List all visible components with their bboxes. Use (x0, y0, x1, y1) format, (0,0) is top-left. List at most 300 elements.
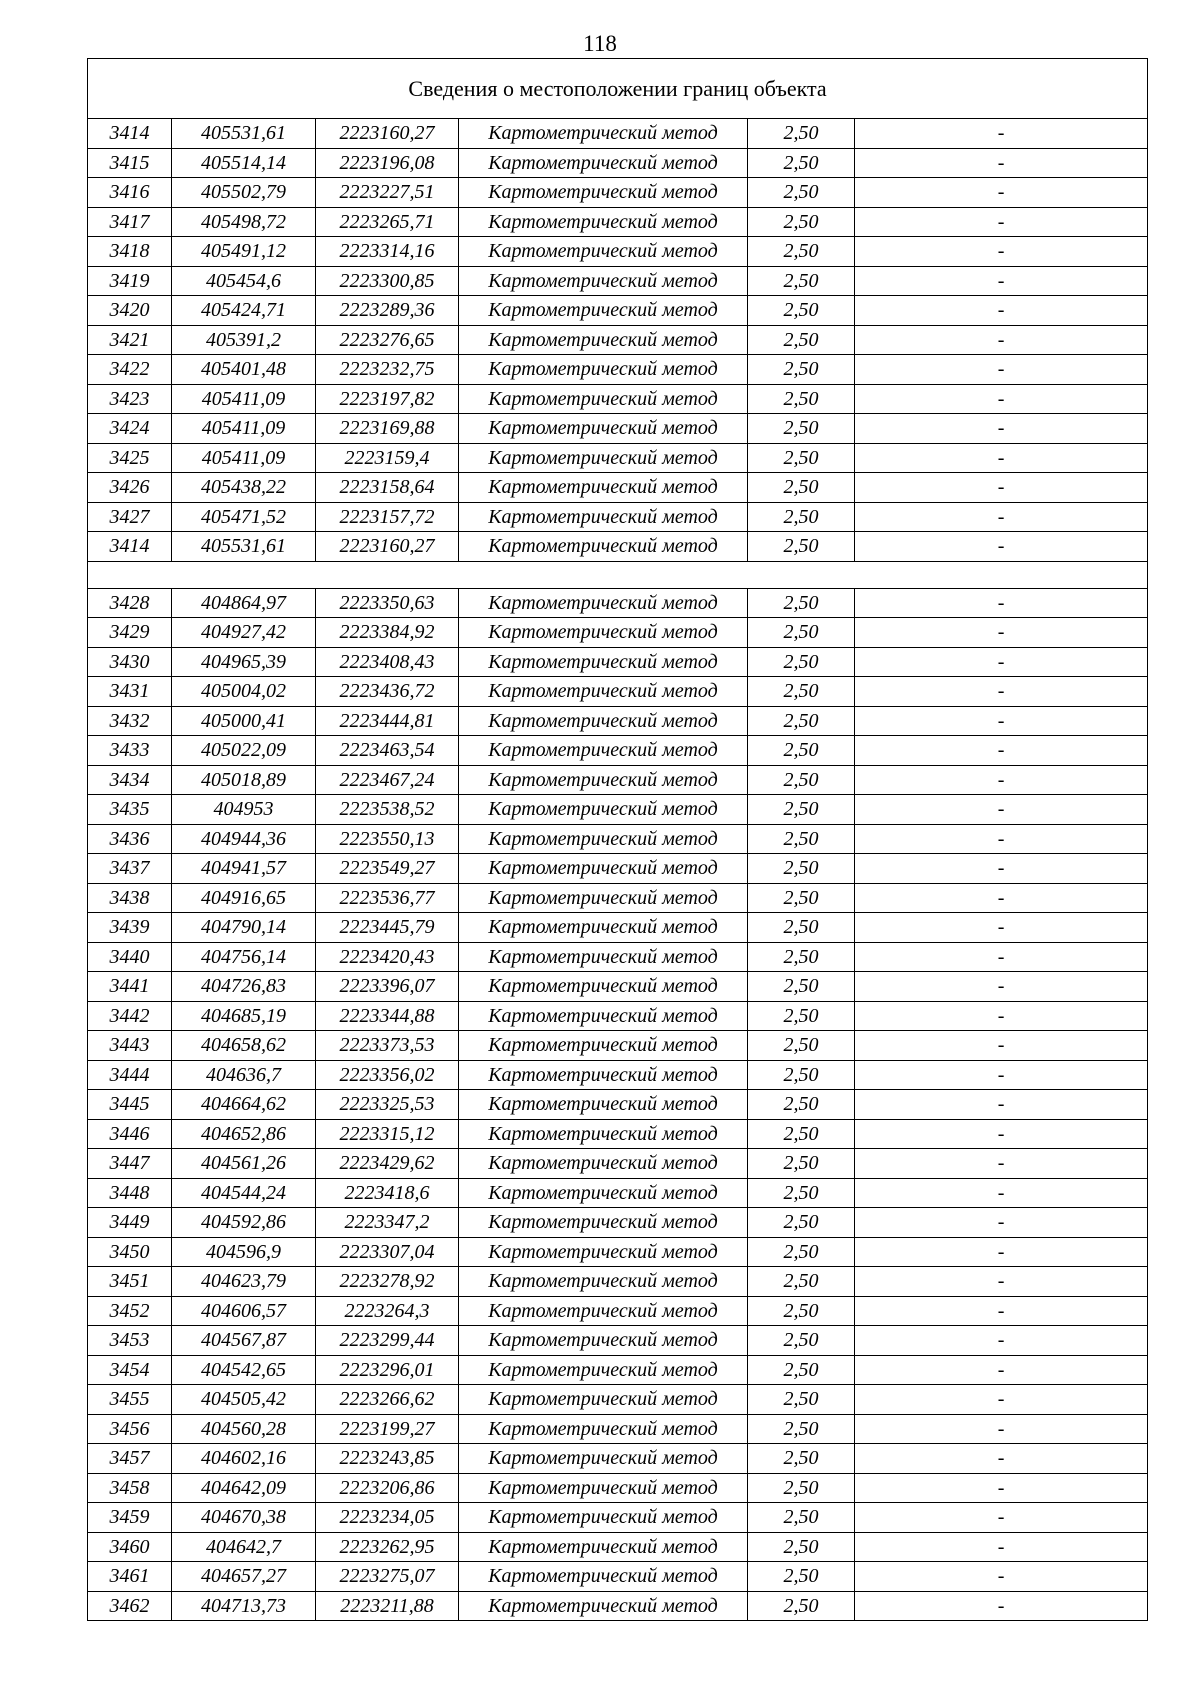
block-separator-row (88, 561, 1148, 588)
method-cell: Картометрический метод (459, 325, 748, 355)
description-cell: - (855, 1385, 1148, 1415)
accuracy-cell: 2,50 (748, 913, 855, 943)
coord-y-cell: 2223429,62 (316, 1149, 459, 1179)
table-row (88, 532, 1148, 562)
accuracy-cell: 2,50 (748, 502, 855, 532)
description-cell: - (855, 795, 1148, 825)
method-cell: Картометрический метод (459, 647, 748, 677)
accuracy-cell: 2,50 (748, 355, 855, 385)
coord-y-cell: 2223278,92 (316, 1267, 459, 1297)
description-cell: - (855, 1473, 1148, 1503)
coord-x-cell: 404713,73 (172, 1591, 316, 1621)
table-row (88, 384, 1148, 414)
description-cell: - (855, 325, 1148, 355)
description-cell: - (855, 1060, 1148, 1090)
table-row (88, 1208, 1148, 1238)
method-cell: Картометрический метод (459, 1001, 748, 1031)
table-row (88, 325, 1148, 355)
coord-y-cell: 2223396,07 (316, 972, 459, 1002)
accuracy-cell: 2,50 (748, 1031, 855, 1061)
boundary-table (87, 58, 1148, 1621)
coord-x-cell: 404941,57 (172, 854, 316, 884)
point-number-cell: 3449 (88, 1208, 172, 1238)
point-number-cell: 3436 (88, 824, 172, 854)
method-cell: Картометрический метод (459, 883, 748, 913)
accuracy-cell: 2,50 (748, 1326, 855, 1356)
coord-x-cell: 404606,57 (172, 1296, 316, 1326)
description-cell: - (855, 647, 1148, 677)
coord-x-cell: 404726,83 (172, 972, 316, 1002)
accuracy-cell: 2,50 (748, 384, 855, 414)
coord-x-cell: 405471,52 (172, 502, 316, 532)
accuracy-cell: 2,50 (748, 532, 855, 562)
table-row (88, 1326, 1148, 1356)
table-row (88, 765, 1148, 795)
coord-y-cell: 2223418,6 (316, 1178, 459, 1208)
description-cell: - (855, 296, 1148, 326)
accuracy-cell: 2,50 (748, 1473, 855, 1503)
coord-y-cell: 2223296,01 (316, 1355, 459, 1385)
table-row (88, 1149, 1148, 1179)
accuracy-cell: 2,50 (748, 1414, 855, 1444)
method-cell: Картометрический метод (459, 1031, 748, 1061)
table-row (88, 207, 1148, 237)
method-cell: Картометрический метод (459, 384, 748, 414)
table-row (88, 854, 1148, 884)
method-cell: Картометрический метод (459, 1385, 748, 1415)
description-cell: - (855, 473, 1148, 503)
coord-x-cell: 405411,09 (172, 414, 316, 444)
point-number-cell: 3435 (88, 795, 172, 825)
point-number-cell: 3420 (88, 296, 172, 326)
method-cell: Картометрический метод (459, 1591, 748, 1621)
accuracy-cell: 2,50 (748, 119, 855, 149)
coord-x-cell: 404790,14 (172, 913, 316, 943)
coord-y-cell: 2223243,85 (316, 1444, 459, 1474)
coord-y-cell: 2223373,53 (316, 1031, 459, 1061)
description-cell: - (855, 588, 1148, 618)
method-cell: Картометрический метод (459, 1503, 748, 1533)
point-number-cell: 3445 (88, 1090, 172, 1120)
accuracy-cell: 2,50 (748, 1355, 855, 1385)
table-row (88, 1119, 1148, 1149)
table-row (88, 1385, 1148, 1415)
method-cell: Картометрический метод (459, 296, 748, 326)
method-cell: Картометрический метод (459, 178, 748, 208)
coord-y-cell: 2223467,24 (316, 765, 459, 795)
table-row (88, 1237, 1148, 1267)
coord-y-cell: 2223211,88 (316, 1591, 459, 1621)
description-cell: - (855, 1444, 1148, 1474)
table-row (88, 677, 1148, 707)
method-cell: Картометрический метод (459, 207, 748, 237)
point-number-cell: 3434 (88, 765, 172, 795)
coord-y-cell: 2223347,2 (316, 1208, 459, 1238)
method-cell: Картометрический метод (459, 942, 748, 972)
table-title-row (88, 59, 1148, 119)
accuracy-cell: 2,50 (748, 1591, 855, 1621)
method-cell: Картометрический метод (459, 854, 748, 884)
accuracy-cell: 2,50 (748, 266, 855, 296)
description-cell: - (855, 1149, 1148, 1179)
coord-x-cell: 405004,02 (172, 677, 316, 707)
method-cell: Картометрический метод (459, 765, 748, 795)
accuracy-cell: 2,50 (748, 325, 855, 355)
description-cell: - (855, 1532, 1148, 1562)
method-cell: Картометрический метод (459, 119, 748, 149)
point-number-cell: 3419 (88, 266, 172, 296)
coord-x-cell: 405502,79 (172, 178, 316, 208)
coord-y-cell: 2223158,64 (316, 473, 459, 503)
coord-y-cell: 2223408,43 (316, 647, 459, 677)
accuracy-cell: 2,50 (748, 677, 855, 707)
description-cell: - (855, 355, 1148, 385)
table-row (88, 296, 1148, 326)
point-number-cell: 3456 (88, 1414, 172, 1444)
point-number-cell: 3440 (88, 942, 172, 972)
description-cell: - (855, 266, 1148, 296)
table-row (88, 913, 1148, 943)
point-number-cell: 3455 (88, 1385, 172, 1415)
point-number-cell: 3421 (88, 325, 172, 355)
description-cell: - (855, 119, 1148, 149)
table-row (88, 618, 1148, 648)
method-cell: Картометрический метод (459, 824, 748, 854)
coord-x-cell: 404916,65 (172, 883, 316, 913)
point-number-cell: 3426 (88, 473, 172, 503)
method-cell: Картометрический метод (459, 677, 748, 707)
table-row (88, 178, 1148, 208)
point-number-cell: 3414 (88, 532, 172, 562)
accuracy-cell: 2,50 (748, 207, 855, 237)
coord-y-cell: 2223445,79 (316, 913, 459, 943)
accuracy-cell: 2,50 (748, 148, 855, 178)
coord-y-cell: 2223276,65 (316, 325, 459, 355)
accuracy-cell: 2,50 (748, 1237, 855, 1267)
description-cell: - (855, 532, 1148, 562)
table-row (88, 414, 1148, 444)
table-row (88, 237, 1148, 267)
coord-x-cell: 404944,36 (172, 824, 316, 854)
table-row (88, 443, 1148, 473)
description-cell: - (855, 178, 1148, 208)
point-number-cell: 3450 (88, 1237, 172, 1267)
description-cell: - (855, 824, 1148, 854)
description-cell: - (855, 1090, 1148, 1120)
coord-y-cell: 2223550,13 (316, 824, 459, 854)
description-cell: - (855, 1031, 1148, 1061)
accuracy-cell: 2,50 (748, 588, 855, 618)
coord-x-cell: 405498,72 (172, 207, 316, 237)
coord-y-cell: 2223169,88 (316, 414, 459, 444)
method-cell: Картометрический метод (459, 148, 748, 178)
coord-y-cell: 2223420,43 (316, 942, 459, 972)
point-number-cell: 3430 (88, 647, 172, 677)
coord-x-cell: 404636,7 (172, 1060, 316, 1090)
method-cell: Картометрический метод (459, 502, 748, 532)
method-cell: Картометрический метод (459, 706, 748, 736)
accuracy-cell: 2,50 (748, 854, 855, 884)
description-cell: - (855, 942, 1148, 972)
description-cell: - (855, 1296, 1148, 1326)
accuracy-cell: 2,50 (748, 795, 855, 825)
description-cell: - (855, 736, 1148, 766)
coord-x-cell: 404652,86 (172, 1119, 316, 1149)
point-number-cell: 3422 (88, 355, 172, 385)
method-cell: Картометрический метод (459, 1532, 748, 1562)
point-number-cell: 3457 (88, 1444, 172, 1474)
point-number-cell: 3454 (88, 1355, 172, 1385)
table-row (88, 1178, 1148, 1208)
accuracy-cell: 2,50 (748, 1149, 855, 1179)
description-cell: - (855, 972, 1148, 1002)
accuracy-cell: 2,50 (748, 296, 855, 326)
point-number-cell: 3439 (88, 913, 172, 943)
method-cell: Картометрический метод (459, 1090, 748, 1120)
method-cell: Картометрический метод (459, 532, 748, 562)
point-number-cell: 3462 (88, 1591, 172, 1621)
method-cell: Картометрический метод (459, 1473, 748, 1503)
coord-x-cell: 404542,65 (172, 1355, 316, 1385)
page-number: 118 (583, 31, 617, 56)
accuracy-cell: 2,50 (748, 1385, 855, 1415)
point-number-cell: 3427 (88, 502, 172, 532)
point-number-cell: 3443 (88, 1031, 172, 1061)
coord-y-cell: 2223350,63 (316, 588, 459, 618)
table-row (88, 883, 1148, 913)
method-cell: Картометрический метод (459, 795, 748, 825)
point-number-cell: 3438 (88, 883, 172, 913)
coord-x-cell: 405438,22 (172, 473, 316, 503)
point-number-cell: 3433 (88, 736, 172, 766)
coord-x-cell: 404642,09 (172, 1473, 316, 1503)
table-row (88, 1591, 1148, 1621)
description-cell: - (855, 148, 1148, 178)
method-cell: Картометрический метод (459, 1562, 748, 1592)
accuracy-cell: 2,50 (748, 1208, 855, 1238)
point-number-cell: 3429 (88, 618, 172, 648)
coord-y-cell: 2223315,12 (316, 1119, 459, 1149)
coord-y-cell: 2223549,27 (316, 854, 459, 884)
coord-x-cell: 405424,71 (172, 296, 316, 326)
description-cell: - (855, 1001, 1148, 1031)
coord-y-cell: 2223536,77 (316, 883, 459, 913)
table-row (88, 972, 1148, 1002)
coord-x-cell: 405022,09 (172, 736, 316, 766)
coord-y-cell: 2223266,62 (316, 1385, 459, 1415)
boundary-table-body (88, 59, 1148, 1621)
table-row (88, 1503, 1148, 1533)
description-cell: - (855, 765, 1148, 795)
description-cell: - (855, 677, 1148, 707)
coord-y-cell: 2223300,85 (316, 266, 459, 296)
coord-x-cell: 404756,14 (172, 942, 316, 972)
coord-x-cell: 404664,62 (172, 1090, 316, 1120)
method-cell: Картометрический метод (459, 1444, 748, 1474)
accuracy-cell: 2,50 (748, 1001, 855, 1031)
point-number-cell: 3446 (88, 1119, 172, 1149)
coord-x-cell: 405531,61 (172, 119, 316, 149)
accuracy-cell: 2,50 (748, 1090, 855, 1120)
coord-y-cell: 2223262,95 (316, 1532, 459, 1562)
method-cell: Картометрический метод (459, 913, 748, 943)
accuracy-cell: 2,50 (748, 473, 855, 503)
method-cell: Картометрический метод (459, 1267, 748, 1297)
coord-x-cell: 404561,26 (172, 1149, 316, 1179)
coord-x-cell: 404623,79 (172, 1267, 316, 1297)
description-cell: - (855, 618, 1148, 648)
coord-y-cell: 2223325,53 (316, 1090, 459, 1120)
method-cell: Картометрический метод (459, 1178, 748, 1208)
coord-x-cell: 405391,2 (172, 325, 316, 355)
coord-x-cell: 404670,38 (172, 1503, 316, 1533)
accuracy-cell: 2,50 (748, 824, 855, 854)
table-row (88, 1090, 1148, 1120)
point-number-cell: 3448 (88, 1178, 172, 1208)
description-cell: - (855, 1355, 1148, 1385)
table-row (88, 1355, 1148, 1385)
accuracy-cell: 2,50 (748, 1119, 855, 1149)
table-row (88, 1444, 1148, 1474)
method-cell: Картометрический метод (459, 1296, 748, 1326)
method-cell: Картометрический метод (459, 237, 748, 267)
coord-y-cell: 2223463,54 (316, 736, 459, 766)
point-number-cell: 3458 (88, 1473, 172, 1503)
point-number-cell: 3432 (88, 706, 172, 736)
coord-y-cell: 2223234,05 (316, 1503, 459, 1533)
point-number-cell: 3460 (88, 1532, 172, 1562)
method-cell: Картометрический метод (459, 1414, 748, 1444)
method-cell: Картометрический метод (459, 1149, 748, 1179)
method-cell: Картометрический метод (459, 972, 748, 1002)
method-cell: Картометрический метод (459, 1060, 748, 1090)
coord-y-cell: 2223264,3 (316, 1296, 459, 1326)
point-number-cell: 3414 (88, 119, 172, 149)
coord-y-cell: 2223199,27 (316, 1414, 459, 1444)
table-row (88, 1414, 1148, 1444)
point-number-cell: 3451 (88, 1267, 172, 1297)
point-number-cell: 3416 (88, 178, 172, 208)
table-row (88, 824, 1148, 854)
coord-y-cell: 2223160,27 (316, 119, 459, 149)
block-separator (88, 561, 1148, 588)
accuracy-cell: 2,50 (748, 1267, 855, 1297)
coord-x-cell: 404592,86 (172, 1208, 316, 1238)
point-number-cell: 3453 (88, 1326, 172, 1356)
coord-x-cell: 404658,62 (172, 1031, 316, 1061)
coord-y-cell: 2223206,86 (316, 1473, 459, 1503)
accuracy-cell: 2,50 (748, 237, 855, 267)
table-title: Сведения о местоположении границ объекта (88, 59, 1148, 119)
method-cell: Картометрический метод (459, 736, 748, 766)
accuracy-cell: 2,50 (748, 1178, 855, 1208)
coord-x-cell: 404567,87 (172, 1326, 316, 1356)
description-cell: - (855, 1591, 1148, 1621)
point-number-cell: 3417 (88, 207, 172, 237)
description-cell: - (855, 384, 1148, 414)
description-cell: - (855, 1326, 1148, 1356)
coord-x-cell: 404864,97 (172, 588, 316, 618)
coord-x-cell: 405411,09 (172, 443, 316, 473)
coord-y-cell: 2223197,82 (316, 384, 459, 414)
coord-y-cell: 2223538,52 (316, 795, 459, 825)
coord-x-cell: 405491,12 (172, 237, 316, 267)
accuracy-cell: 2,50 (748, 443, 855, 473)
coord-y-cell: 2223307,04 (316, 1237, 459, 1267)
coord-x-cell: 405018,89 (172, 765, 316, 795)
description-cell: - (855, 414, 1148, 444)
table-row (88, 647, 1148, 677)
description-cell: - (855, 1414, 1148, 1444)
coord-x-cell: 404953 (172, 795, 316, 825)
description-cell: - (855, 706, 1148, 736)
table-row (88, 473, 1148, 503)
table-row (88, 148, 1148, 178)
description-cell: - (855, 1267, 1148, 1297)
description-cell: - (855, 1178, 1148, 1208)
coord-x-cell: 404657,27 (172, 1562, 316, 1592)
description-cell: - (855, 883, 1148, 913)
point-number-cell: 3447 (88, 1149, 172, 1179)
coord-y-cell: 2223444,81 (316, 706, 459, 736)
point-number-cell: 3442 (88, 1001, 172, 1031)
point-number-cell: 3459 (88, 1503, 172, 1533)
description-cell: - (855, 1562, 1148, 1592)
accuracy-cell: 2,50 (748, 942, 855, 972)
coord-x-cell: 404927,42 (172, 618, 316, 648)
description-cell: - (855, 443, 1148, 473)
coord-y-cell: 2223299,44 (316, 1326, 459, 1356)
coord-y-cell: 2223160,27 (316, 532, 459, 562)
table-row (88, 1532, 1148, 1562)
method-cell: Картометрический метод (459, 588, 748, 618)
accuracy-cell: 2,50 (748, 1296, 855, 1326)
point-number-cell: 3441 (88, 972, 172, 1002)
accuracy-cell: 2,50 (748, 1444, 855, 1474)
coord-y-cell: 2223157,72 (316, 502, 459, 532)
description-cell: - (855, 1503, 1148, 1533)
coord-y-cell: 2223227,51 (316, 178, 459, 208)
method-cell: Картометрический метод (459, 1326, 748, 1356)
method-cell: Картометрический метод (459, 1208, 748, 1238)
point-number-cell: 3425 (88, 443, 172, 473)
accuracy-cell: 2,50 (748, 765, 855, 795)
accuracy-cell: 2,50 (748, 647, 855, 677)
accuracy-cell: 2,50 (748, 706, 855, 736)
table-row (88, 502, 1148, 532)
coord-y-cell: 2223356,02 (316, 1060, 459, 1090)
coord-x-cell: 404642,7 (172, 1532, 316, 1562)
coord-y-cell: 2223314,16 (316, 237, 459, 267)
coord-y-cell: 2223384,92 (316, 618, 459, 648)
method-cell: Картометрический метод (459, 266, 748, 296)
coord-x-cell: 404602,16 (172, 1444, 316, 1474)
table-row (88, 1562, 1148, 1592)
method-cell: Картометрический метод (459, 473, 748, 503)
coord-x-cell: 404560,28 (172, 1414, 316, 1444)
table-row (88, 266, 1148, 296)
table-row (88, 706, 1148, 736)
point-number-cell: 3428 (88, 588, 172, 618)
coord-y-cell: 2223232,75 (316, 355, 459, 385)
coord-y-cell: 2223344,88 (316, 1001, 459, 1031)
coord-y-cell: 2223289,36 (316, 296, 459, 326)
point-number-cell: 3461 (88, 1562, 172, 1592)
table-row (88, 795, 1148, 825)
table-row (88, 1473, 1148, 1503)
accuracy-cell: 2,50 (748, 1503, 855, 1533)
method-cell: Картометрический метод (459, 1355, 748, 1385)
